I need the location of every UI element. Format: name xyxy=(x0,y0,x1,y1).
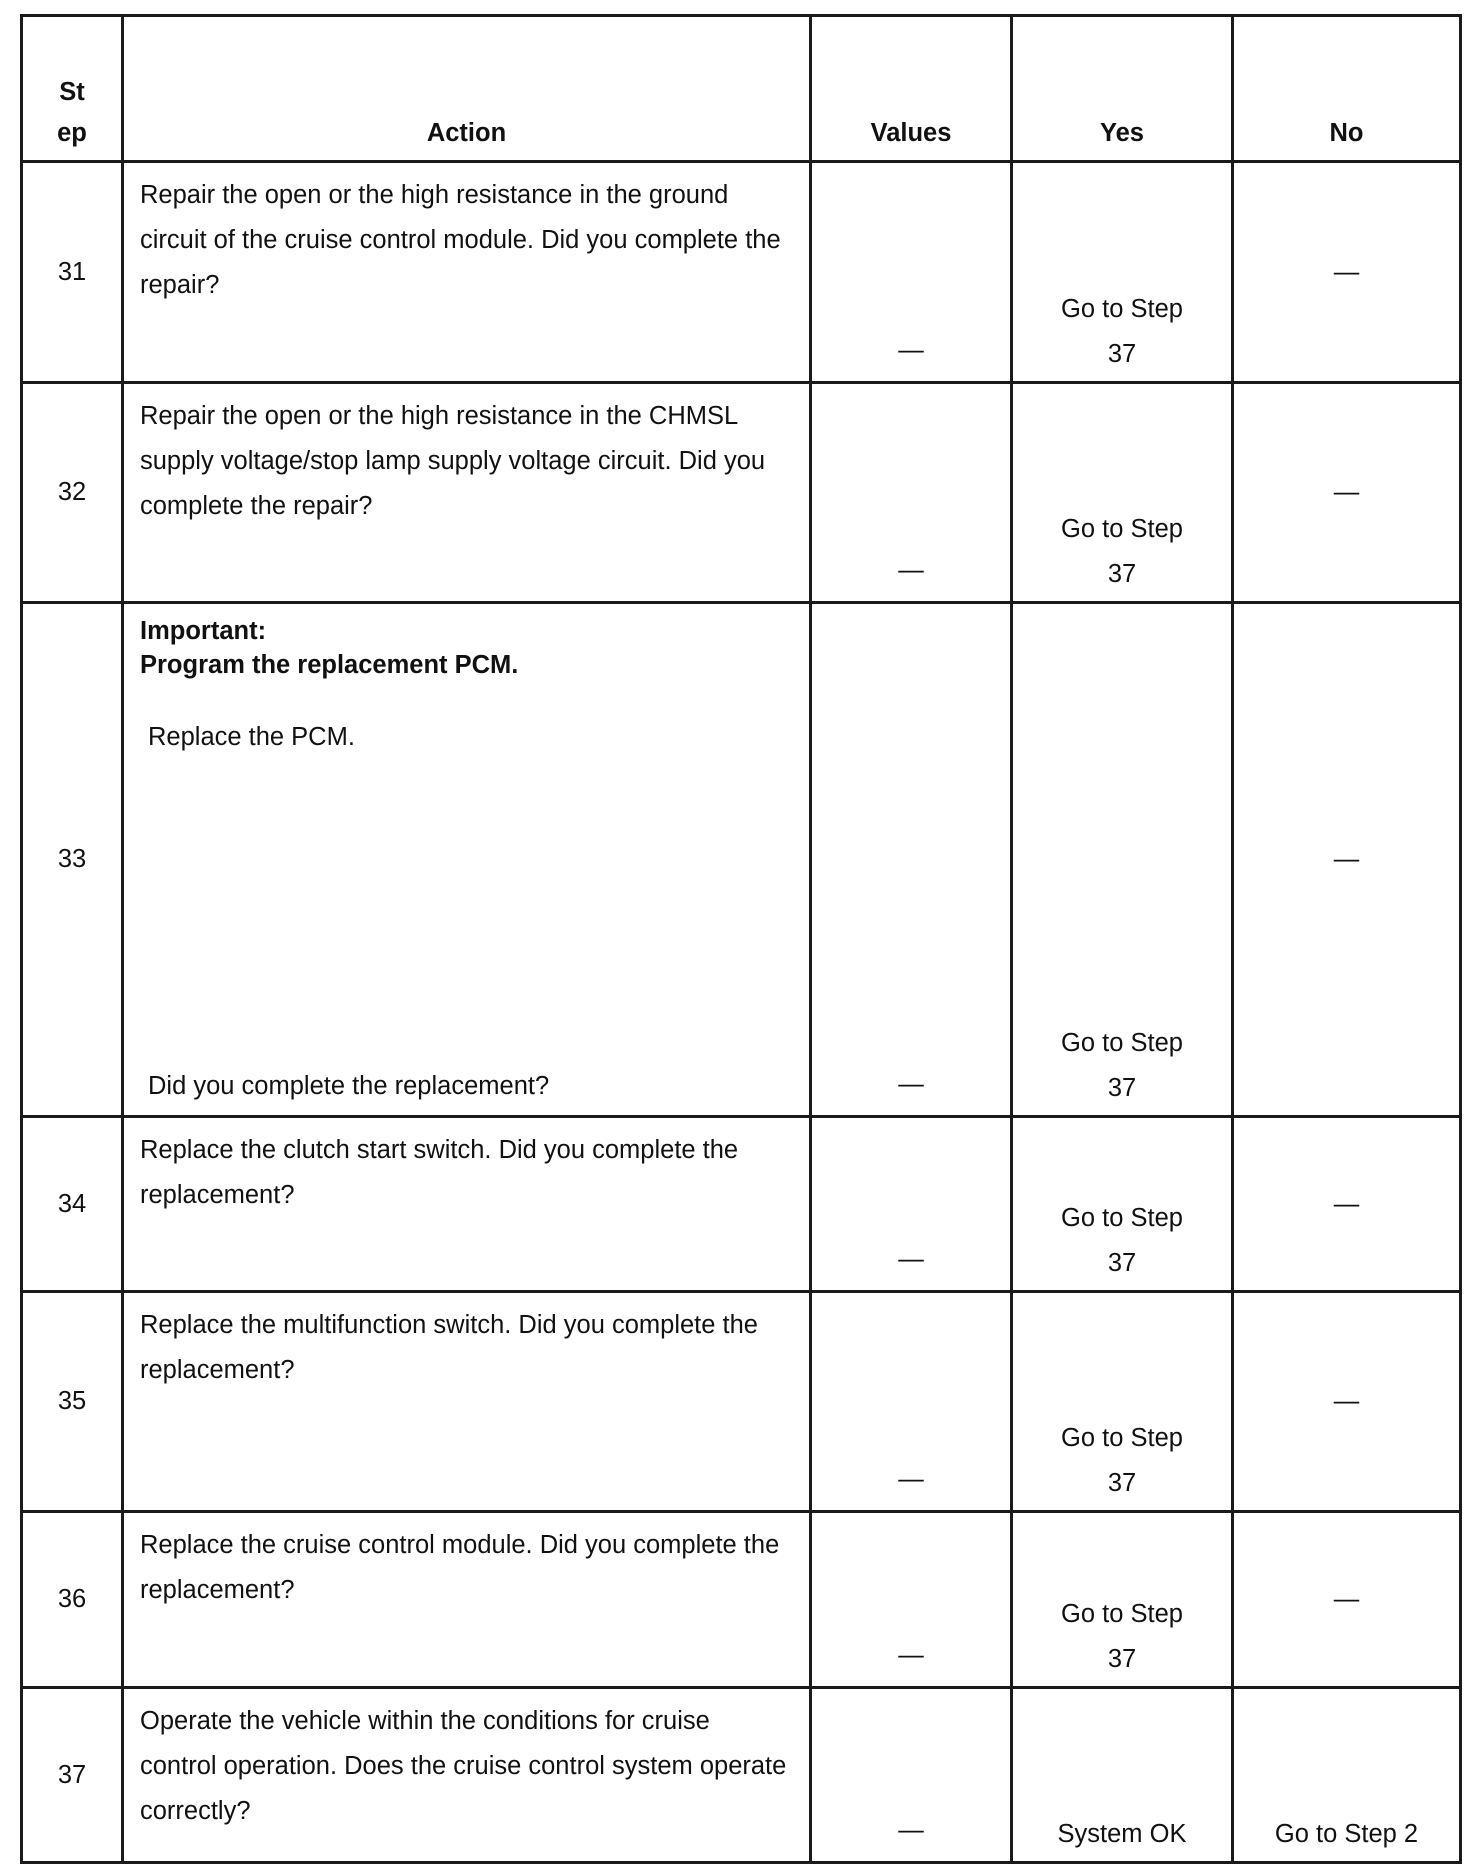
header-values: Values xyxy=(811,16,1012,162)
diagnostic-table xyxy=(20,14,1462,1864)
action-question: Did you complete the replacement? xyxy=(148,1072,550,1101)
values-cell: — xyxy=(811,383,1012,603)
step-number: 36 xyxy=(22,1512,123,1688)
values-cell: — xyxy=(811,1512,1012,1688)
values-cell: — xyxy=(811,603,1012,1117)
yes-cell xyxy=(1012,162,1233,383)
action-text: Replace the cruise control module. Did you complete the replacement? xyxy=(123,1512,811,1688)
table-row xyxy=(22,383,1461,603)
no-cell: — xyxy=(1233,1117,1461,1292)
no-cell: — xyxy=(1233,1292,1461,1512)
yes-goto-step: 37 xyxy=(1107,340,1137,369)
action-text: Replace the multifunction switch. Did you complete the replacement? xyxy=(123,1292,811,1512)
yes-goto-label: Go to Step xyxy=(1061,1424,1183,1453)
yes-cell xyxy=(1012,1117,1233,1292)
yes-goto-label: Go to Step xyxy=(1061,1029,1183,1058)
table-row xyxy=(22,1688,1461,1863)
action-cell xyxy=(123,603,811,1117)
step-number: 35 xyxy=(22,1292,123,1512)
no-cell: — xyxy=(1233,162,1461,383)
table-row xyxy=(22,603,1461,1117)
header-no: No xyxy=(1233,16,1461,162)
values-cell: — xyxy=(811,162,1012,383)
step-number: 32 xyxy=(22,383,123,603)
values-cell: — xyxy=(811,1117,1012,1292)
yes-system-ok: System OK xyxy=(1057,1820,1187,1849)
yes-goto-step: 37 xyxy=(1107,1074,1137,1103)
table-row xyxy=(22,1512,1461,1688)
yes-cell xyxy=(1012,1688,1233,1863)
step-number: 33 xyxy=(22,603,123,1117)
yes-goto-label: Go to Step xyxy=(1061,1204,1183,1233)
header-step-label: St ep xyxy=(57,78,87,148)
yes-goto-label: Go to Step xyxy=(1061,515,1183,544)
values-cell: — xyxy=(811,1292,1012,1512)
yes-goto-label: Go to Step xyxy=(1061,1600,1183,1629)
step-number: 31 xyxy=(22,162,123,383)
no-cell: — xyxy=(1233,383,1461,603)
action-text: Operate the vehicle within the conditions for cruise control operation. Does the cruise control system operate correctly? xyxy=(123,1688,811,1863)
yes-goto-step: 37 xyxy=(1107,560,1137,589)
values-cell: — xyxy=(811,1688,1012,1863)
important-label: Important: xyxy=(140,617,267,645)
important-note: Program the replacement PCM. xyxy=(140,651,519,680)
yes-goto-label: Go to Step xyxy=(1061,295,1183,324)
yes-goto-step: 37 xyxy=(1107,1645,1137,1674)
yes-cell xyxy=(1012,383,1233,603)
yes-cell xyxy=(1012,1292,1233,1512)
action-text: Repair the open or the high resistance in the ground circuit of the cruise control module. Did you complete the repair? xyxy=(123,162,811,383)
no-cell: — xyxy=(1233,1512,1461,1688)
table-row xyxy=(22,1292,1461,1512)
action-text: Replace the clutch start switch. Did you complete the replacement? xyxy=(123,1117,811,1292)
yes-goto-step: 37 xyxy=(1107,1469,1137,1498)
no-cell: Go to Step 2 xyxy=(1233,1688,1461,1863)
action-text: Replace the PCM. xyxy=(148,722,355,751)
yes-cell xyxy=(1012,1512,1233,1688)
step-number: 37 xyxy=(22,1688,123,1863)
yes-cell xyxy=(1012,603,1233,1117)
yes-goto-step: 37 xyxy=(1107,1249,1137,1278)
header-step xyxy=(22,16,123,162)
table-header-row xyxy=(22,16,1461,162)
action-text: Repair the open or the high resistance in the CHMSL supply voltage/stop lamp supply voltage circuit. Did you complete the repair? xyxy=(123,383,811,603)
table-row xyxy=(22,1117,1461,1292)
step-number: 34 xyxy=(22,1117,123,1292)
header-action: Action xyxy=(123,16,811,162)
table-row xyxy=(22,162,1461,383)
no-cell: — xyxy=(1233,603,1461,1117)
header-yes: Yes xyxy=(1012,16,1233,162)
